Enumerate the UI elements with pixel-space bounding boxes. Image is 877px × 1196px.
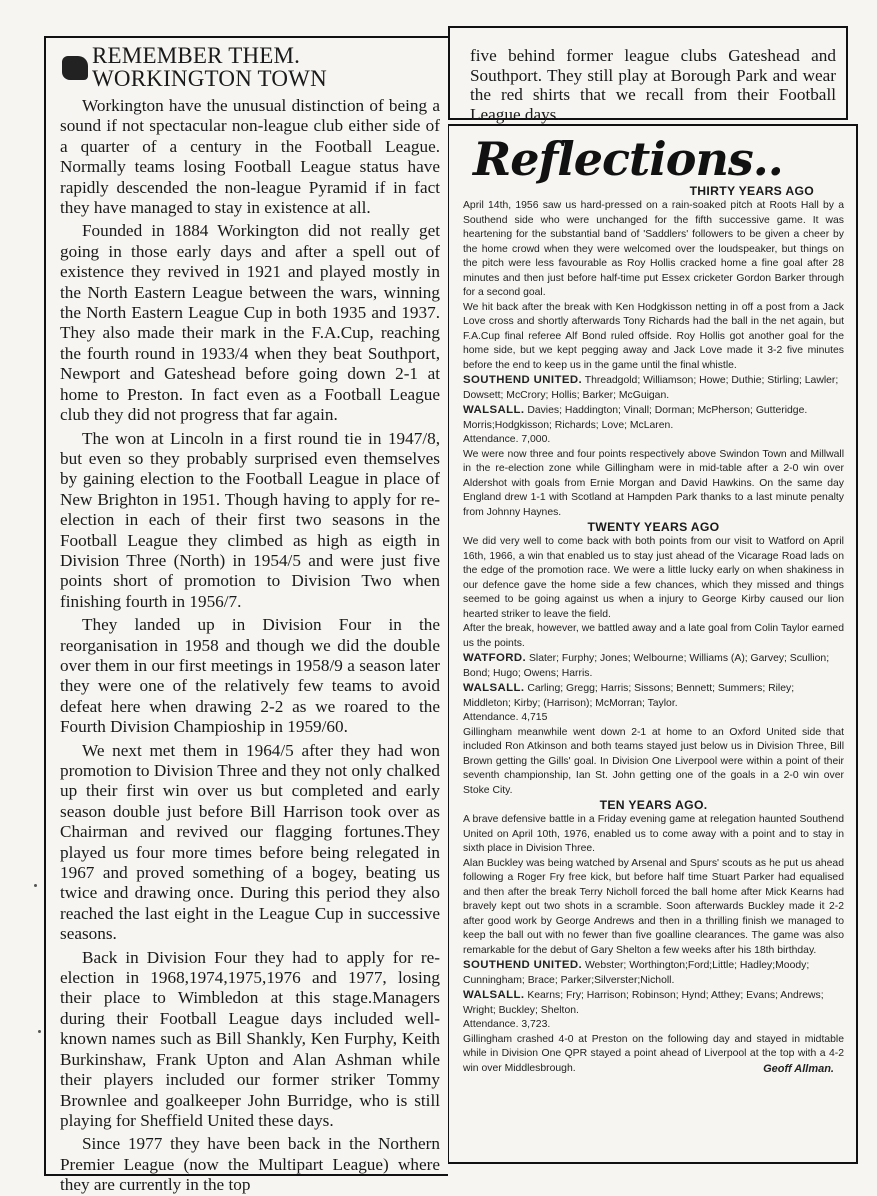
- team-name: SOUTHEND UNITED.: [463, 374, 583, 386]
- attendance: Attendance. 4,715: [463, 712, 548, 723]
- section-paragraph: Gillingham meanwhile went down 2-1 at home to an Oxford United side that included Ron Atkinson and both teams stayed just below us in Division Three, Bill Brown getting the Gills' goal. In Division One Liverpool were within a point of their seventh championship, Ian St. John getting one of the goals in a 2-0 win over Stoke City.: [463, 726, 844, 796]
- team-name: WALSALL.: [463, 404, 525, 416]
- section-paragraph: We hit back after the break with Ken Hodgkisson netting in off a post from a Jack Love cross and shortly afterwards Tony Richards had the ball in the net again, but F.A.Cup final referee Alf Bond ruled offside. Roy Hollis got another goal for the home side, but we kept pegging away and Jack Love made it 3-2 five minutes before the end to keep us in the game until the final whistle.: [463, 301, 844, 371]
- article-paragraph: We next met them in 1964/5 after they had won promotion to Division Three and they not only chalked up their first win over us but completed and early season double just before Bill Harrison took over as Chairman and revived our flagging fortunes.They played us four more times before being relegated in 1967 and proved something of a bogey, beating us twice and drawing once. During this period they also reached the last eight in the League Cup in successive seasons.: [60, 740, 440, 944]
- print-speck: [34, 884, 37, 887]
- article-paragraph: Back in Division Four they had to apply for re-election in 1968,1974,1975,1976 and 1977, losing their place to Wimbledon at this stage.Managers during their Football League days included well-known names such as Bill Shankly, Ken Furphy, Keith Burkinshaw, Frank Upton and Alan Ashman while their players included our former striker Tommy Brownlee and goalkeeper John Burridge, who is still playing for Sheffield United these days.: [60, 947, 440, 1130]
- section-paragraph: We did very well to come back with both points from our visit to Watford on April 16th, 1966, a win that enabled us to stay just ahead of the Vicarage Road lads on the edge of the promotion race. We were a little lucky early on when shakiness in our defence gave the home side a few chances, which they missed and things seemed to be going against us when a injury to George Kirby caused our lion hearted striker to leave the field.: [463, 536, 844, 620]
- article-paragraph: Founded in 1884 Workington did not really get going in those early days and after a spell out of existence they revived in 1921 and played mostly in the North Eastern League between the wars, winning the North Eastern League Cup in both 1935 and 1937. They also made their mark in the F.A.Cup, reaching the fourth round in 1933/4 when they beat Southport, Newport and Gateshead before going down 2-1 at home to Preston. In fact even as a Football League club they did not progress that far again.: [60, 221, 440, 425]
- section-heading: TWENTY YEARS AGO: [587, 520, 720, 534]
- section-paragraph: Alan Buckley was being watched by Arsenal and Spurs' scouts as he put us ahead following a Roger Fry free kick, but before half time Stuart Parker had equalised and then after the break Terry Nicholl forced the ball home after Mick Kearns had bravely kept out two shots in a scramble. Soon afterwards Buckley made it 2-2 after good work by George Andrews and then in a thrilling finish we managed to keep the ball out with no fewer than five goalline clearances. The game was also remarkable for the debut of Gary Shelton a few weeks after his 18th birthday.: [463, 857, 844, 956]
- team-lineup: [463, 403, 844, 433]
- closing-text: Gillingham crashed 4-0 at Preston on the following day and stayed in midtable while in Division One QPR stayed a point ahead of Liverpool at the top with a 4-2 win over Middlesbrough.: [463, 1033, 844, 1074]
- team-name: WATFORD.: [463, 652, 527, 664]
- team-lineup: [463, 958, 844, 988]
- print-speck: [38, 1030, 41, 1033]
- title-line-2: WORKINGTON TOWN: [92, 66, 327, 91]
- article-paragraph: The won at Lincoln in a first round tie in 1947/8, but even so they probably surprised even themselves by gaining election to the Football League in place of New Brighton in 1951. Though having to apply for re-election in each of their first two seasons in the Football League they climbed as high as eigth in Division Three (North) in 1954/5 and were just five points short of promotion to Division Two when finishing fourth in 1956/7.: [60, 428, 440, 611]
- author-signature: Geoff Allman.: [763, 1062, 834, 1075]
- team-players: Threadgold; Williamson; Howe; Duthie; Stirling; Lawler; Dowsett; McCrory; Hollis; Barker; McGuigan.: [463, 375, 839, 401]
- reflections-column: [448, 124, 858, 1164]
- article-paragraph: Since 1977 they have been back in the Northern Premier League (now the Multipart League) where they are currently in the top: [60, 1134, 440, 1195]
- ink-blot-icon: [62, 56, 88, 80]
- attendance: Attendance. 3,723.: [463, 1019, 551, 1030]
- team-players: Carling; Gregg; Harris; Sissons; Bennett; Summers; Riley; Middleton; Kirby; (Harrison); McMorran; Taylor.: [463, 683, 795, 709]
- team-players: Davies; Haddington; Vinall; Dorman; McPherson; Gutteridge. Morris;Hodgkisson; Richards; Love; McLaren.: [463, 405, 808, 431]
- team-name: SOUTHEND UNITED.: [463, 959, 583, 971]
- section-heading: THIRTY YEARS AGO: [689, 184, 814, 198]
- team-players: Webster; Worthington;Ford;Little; Hadley;Moody; Cunningham; Brace; Parker;Silverster;Nicholl.: [463, 960, 810, 986]
- team-lineup: [463, 681, 844, 711]
- section-heading: TEN YEARS AGO.: [599, 798, 708, 812]
- team-lineup: [463, 988, 844, 1018]
- section-paragraph: We were now three and four points respectively above Swindon Town and Millwall in the re-election zone while Gillingham were in mid-table after a 2-0 win over Aldershot with goals from Ernie Morgan and David Hawkins. On the same day England drew 1-1 with Scotland at Hampden Park thanks to a last minute penalty from Johnny Haynes.: [463, 448, 844, 518]
- continuation-text: five behind former league clubs Gateshead and Southport. They still play at Borough Park and wear the red shirts that we recall from their Football League days.: [470, 46, 836, 124]
- team-name: WALSALL.: [463, 682, 525, 694]
- section-paragraph: After the break, however, we battled away and a late goal from Colin Taylor earned us the points.: [463, 623, 844, 649]
- section-paragraph: [463, 1033, 844, 1077]
- workington-article: [44, 36, 448, 1195]
- team-players: Slater; Furphy; Jones; Welbourne; Williams (A); Garvey; Scullion; Bond; Hugo; Owens; Harris.: [463, 653, 830, 679]
- article-paragraph: They landed up in Division Four in the reorganisation in 1958 and though we did the double over them in our first meetings in 1958/9 a season later they were one of the relatively few teams to avoid defeat here when drawing 2-2 as we roared to the Fourth Division Champioship in 1959/60.: [60, 615, 440, 737]
- section-paragraph: April 14th, 1956 saw us hard-pressed on a rain-soaked pitch at Roots Hall by a Southend side who were unchanged for the fifth successive game. It was heartening for the substantial band of 'Saddlers' followers to be given a cheer by the home crowd when they were welcomed over the loudspeaker, but things on the pitch were less favourable as Roy Hollis cracked home a fine goal after 28 minutes and then just before half-time put Essex cricketer Gordon Barker through for a second goal.: [463, 200, 844, 298]
- article-title: [60, 44, 440, 90]
- team-name: WALSALL.: [463, 989, 525, 1001]
- title-line-1: REMEMBER THEM.: [92, 43, 301, 68]
- team-players: Kearns; Fry; Harrison; Robinson; Hynd; Atthey; Evans; Andrews; Wright; Buckley; Shelton.: [463, 990, 824, 1016]
- article-continuation: [448, 26, 848, 124]
- attendance: Attendance. 7,000.: [463, 434, 551, 445]
- reflections-title: Reflections..: [473, 132, 783, 186]
- team-lineup: [463, 373, 844, 403]
- article-paragraph: Workington have the unusual distinction of being a sound if not spectacular non-league club either side of a quarter of a century in the Football League. Normally teams losing Football League status have rapidly descended the non-league Pyramid if in fact they have managed to stay in existence at all.: [60, 96, 440, 218]
- section-paragraph: A brave defensive battle in a Friday evening game at relegation haunted Southend United on April 10th, 1976, enabled us to come away with a point and to stay in sixth place in Division Three.: [463, 814, 844, 854]
- team-lineup: [463, 651, 844, 681]
